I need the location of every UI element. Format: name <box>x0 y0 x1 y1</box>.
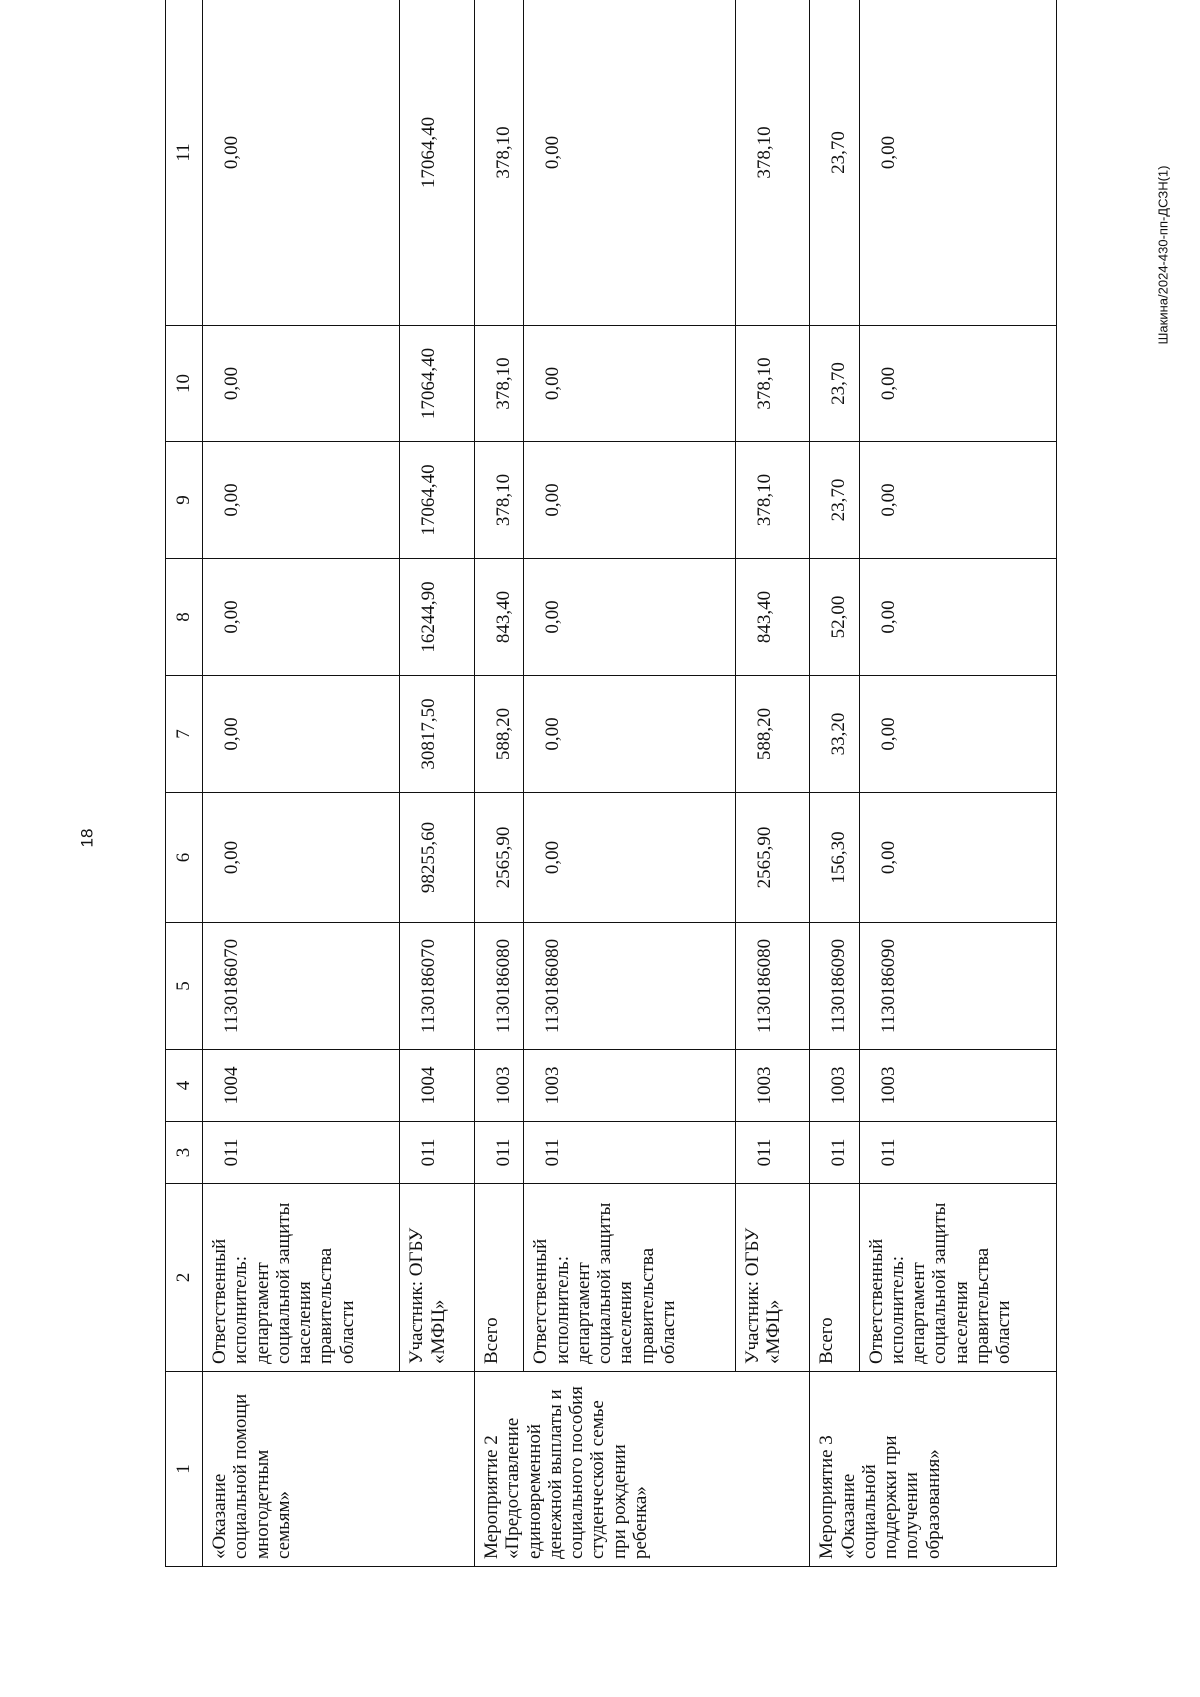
measure-name-cell: «Оказание социальной помощи многодетным семьям» <box>203 1372 475 1567</box>
value-cell: 33,20 <box>810 676 859 793</box>
value-cell: 588,20 <box>735 676 810 793</box>
value-cell: 23,70 <box>810 0 859 326</box>
header-cell: 3 <box>166 1122 203 1184</box>
value-cell: 0,00 <box>859 676 1056 793</box>
code-cell: 011 <box>203 1122 400 1184</box>
code-cell: 011 <box>859 1122 1056 1184</box>
value-cell: 0,00 <box>203 326 400 442</box>
value-cell: 23,70 <box>810 326 859 442</box>
header-cell: 10 <box>166 326 203 442</box>
value-cell: 588,20 <box>475 676 524 793</box>
executor-cell: Всего <box>810 1184 859 1372</box>
value-cell: 0,00 <box>524 793 735 923</box>
code-cell: 1003 <box>810 1050 859 1122</box>
value-cell: 843,40 <box>735 559 810 676</box>
value-cell: 98255,60 <box>400 793 475 923</box>
code-cell: 011 <box>735 1122 810 1184</box>
table-row <box>810 0 859 1567</box>
header-cell: 4 <box>166 1050 203 1122</box>
value-cell: 23,70 <box>810 442 859 559</box>
executor-cell: Участник: ОГБУ «МФЦ» <box>400 1184 475 1372</box>
value-cell: 52,00 <box>810 559 859 676</box>
code-cell: 1130186070 <box>203 923 400 1050</box>
code-cell: 1130186070 <box>400 923 475 1050</box>
document-reference: Шакина/2024-430-пп-ДСЗН(1) <box>1155 165 1171 345</box>
header-row <box>166 0 203 1567</box>
value-cell: 378,10 <box>475 0 524 326</box>
code-cell: 011 <box>810 1122 859 1184</box>
value-cell: 0,00 <box>524 0 735 326</box>
value-cell: 0,00 <box>859 326 1056 442</box>
value-cell: 0,00 <box>524 442 735 559</box>
value-cell: 16244,90 <box>400 559 475 676</box>
measure-name-cell: Мероприятие 2 «Предоставление единовременной денежной выплаты и социального пособия студенческой семье при рождении ребенка» <box>475 1372 810 1567</box>
value-cell: 843,40 <box>475 559 524 676</box>
header-cell: 11 <box>166 0 203 326</box>
code-cell: 011 <box>475 1122 524 1184</box>
executor-cell: Ответственный исполнитель: департамент социальной защиты населения правительства области <box>203 1184 400 1372</box>
header-cell: 8 <box>166 559 203 676</box>
code-cell: 1003 <box>735 1050 810 1122</box>
value-cell: 2565,90 <box>735 793 810 923</box>
value-cell: 0,00 <box>859 442 1056 559</box>
page-number: 18 <box>77 828 97 848</box>
value-cell: 378,10 <box>475 326 524 442</box>
header-cell: 6 <box>166 793 203 923</box>
table-row <box>475 0 524 1567</box>
executor-cell: Ответственный исполнитель: департамент социальной защиты населения правительства области <box>524 1184 735 1372</box>
code-cell: 011 <box>400 1122 475 1184</box>
code-cell: 011 <box>524 1122 735 1184</box>
header-cell: 7 <box>166 676 203 793</box>
value-cell: 0,00 <box>859 0 1056 326</box>
header-cell: 9 <box>166 442 203 559</box>
header-cell: 2 <box>166 1184 203 1372</box>
table-row <box>203 0 400 1567</box>
code-cell: 1130186080 <box>524 923 735 1050</box>
value-cell: 378,10 <box>735 326 810 442</box>
code-cell: 1130186090 <box>859 923 1056 1050</box>
measure-name-cell: Мероприятие 3 «Оказание социальной поддержки при получении образования» <box>810 1372 1057 1567</box>
code-cell: 1130186090 <box>810 923 859 1050</box>
code-cell: 1130186080 <box>735 923 810 1050</box>
table-wrapper <box>165 60 1057 1567</box>
value-cell: 0,00 <box>203 676 400 793</box>
table-row <box>735 0 810 1567</box>
code-cell: 1130186080 <box>475 923 524 1050</box>
value-cell: 0,00 <box>524 676 735 793</box>
value-cell: 0,00 <box>203 793 400 923</box>
value-cell: 378,10 <box>735 0 810 326</box>
code-cell: 1003 <box>475 1050 524 1122</box>
code-cell: 1003 <box>859 1050 1056 1122</box>
value-cell: 156,30 <box>810 793 859 923</box>
executor-cell: Участник: ОГБУ «МФЦ» <box>735 1184 810 1372</box>
value-cell: 0,00 <box>524 326 735 442</box>
value-cell: 17064,40 <box>400 442 475 559</box>
table-row <box>859 0 1056 1567</box>
header-cell: 5 <box>166 923 203 1050</box>
value-cell: 30817,50 <box>400 676 475 793</box>
value-cell: 378,10 <box>735 442 810 559</box>
value-cell: 17064,40 <box>400 0 475 326</box>
header-cell: 1 <box>166 1372 203 1567</box>
value-cell: 0,00 <box>203 559 400 676</box>
value-cell: 17064,40 <box>400 326 475 442</box>
code-cell: 1004 <box>400 1050 475 1122</box>
code-cell: 1004 <box>203 1050 400 1122</box>
table-row <box>524 0 735 1567</box>
table-row <box>400 0 475 1567</box>
budget-table <box>165 0 1057 1567</box>
value-cell: 0,00 <box>203 0 400 326</box>
value-cell: 0,00 <box>524 559 735 676</box>
value-cell: 0,00 <box>859 793 1056 923</box>
executor-cell: Всего <box>475 1184 524 1372</box>
value-cell: 0,00 <box>859 559 1056 676</box>
value-cell: 0,00 <box>203 442 400 559</box>
value-cell: 2565,90 <box>475 793 524 923</box>
value-cell: 378,10 <box>475 442 524 559</box>
code-cell: 1003 <box>524 1050 735 1122</box>
executor-cell: Ответственный исполнитель: департамент социальной защиты населения правительства области <box>859 1184 1056 1372</box>
